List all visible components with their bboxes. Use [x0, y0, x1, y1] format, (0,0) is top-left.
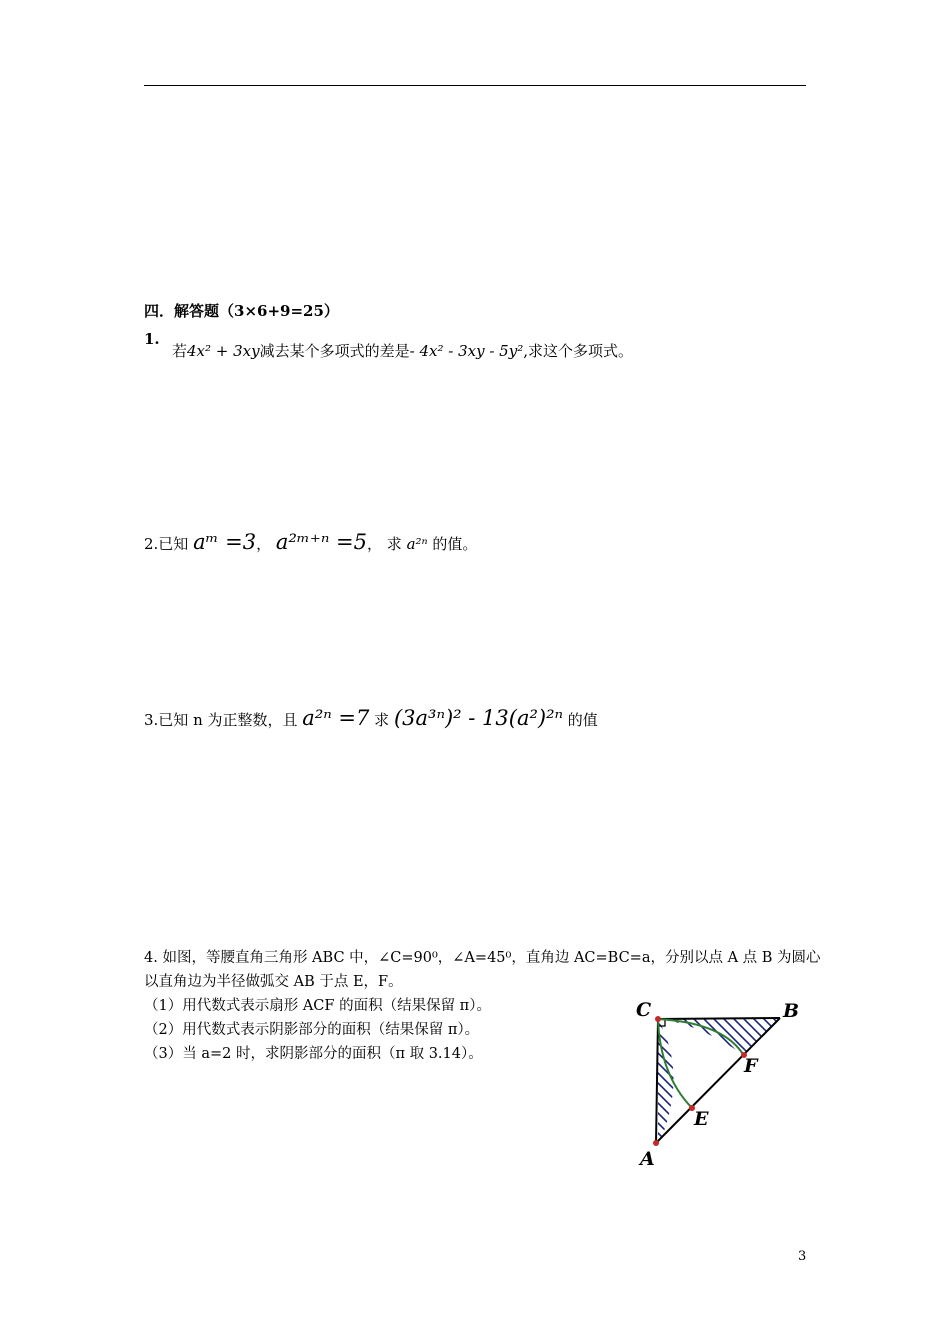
question-1-number: 1.: [144, 330, 160, 348]
q2-target: a²ⁿ: [406, 535, 428, 553]
hatch-line: [690, 995, 820, 1175]
hatch-line: [640, 995, 820, 1175]
arc-ce: [658, 1019, 692, 1108]
q2-prefix: 2.已知: [144, 535, 189, 553]
edge-cb: [658, 1018, 780, 1019]
hatch-line: [770, 995, 820, 1175]
section-title: 四．解答题（3×6+9=25）: [144, 302, 339, 320]
q2-suffix: 的值。: [432, 535, 478, 553]
q3-suffix: 的值: [567, 711, 598, 729]
hatch-line: [810, 995, 820, 1175]
q2-sep1: ，: [256, 535, 272, 553]
label-a: A: [640, 1148, 655, 1170]
hatch-line: [670, 995, 820, 1175]
hatch-line: [750, 995, 820, 1175]
q2-eq2: a²ᵐ⁺ⁿ =5: [275, 530, 367, 554]
hatch-line: [800, 995, 820, 1175]
hatch-line: [740, 995, 820, 1175]
label-e: E: [694, 1108, 709, 1130]
hatch-line: [760, 995, 820, 1175]
hatch-line: [680, 995, 820, 1175]
q4-item3: （3）当 a=2 时，求阴影部分的面积（π 取 3.14）。: [144, 1046, 483, 1062]
q3-ask: 求: [374, 711, 390, 729]
hatch-line: [720, 995, 820, 1175]
label-c: C: [636, 999, 652, 1021]
header-rule: [144, 85, 806, 86]
q1-expr2: - 4x² - 3xy - 5y²: [409, 342, 524, 360]
q4-item1: （1）用代数式表示扇形 ACF 的面积（结果保留 π）。: [144, 998, 491, 1014]
hatch-line: [630, 995, 680, 1175]
q1-suffix: ,求这个多项式。: [523, 342, 633, 360]
q3-prefix: 3.已知 n 为正整数，且: [144, 711, 298, 729]
question-1: [172, 340, 633, 361]
q1-middle: 减去某个多项式的差是: [259, 342, 410, 360]
arc-cf: [658, 1019, 744, 1056]
hatch-line: [780, 995, 820, 1175]
hatch-line: [790, 995, 820, 1175]
q2-sep2: ，: [366, 535, 382, 553]
q2-ask: 求: [386, 535, 402, 553]
q4-line2: 以直角边为半径做弧交 AB 于点 E，F。: [144, 974, 403, 990]
edge-ab: [656, 1018, 780, 1143]
q3-given: a²ⁿ =7: [302, 706, 370, 730]
point-c: [655, 1016, 661, 1022]
page-number: 3: [798, 1249, 807, 1264]
edge-ca: [656, 1019, 658, 1143]
q2-eq1: aᵐ =3: [193, 530, 257, 554]
question-3: [144, 706, 598, 730]
question-2: [144, 530, 477, 554]
q1-expr1: 4x² + 3xy: [187, 342, 260, 360]
label-f: F: [744, 1055, 758, 1077]
label-b: B: [783, 1000, 800, 1022]
q3-expr: (3a³ⁿ)² - 13(a²)²ⁿ: [393, 706, 564, 730]
triangle-figure: [630, 995, 820, 1175]
q4-item2: （2）用代数式表示阴影部分的面积（结果保留 π）。: [144, 1022, 480, 1038]
q1-prefix: 若: [172, 342, 188, 360]
point-a: [653, 1140, 659, 1146]
q4-line1: 4. 如图，等腰直角三角形 ABC 中，∠C=90⁰，∠A=45⁰，直角边 AC=BC=a，分别以点 A 点 B 为圆心: [144, 950, 821, 966]
hatch-line: [630, 995, 800, 1175]
